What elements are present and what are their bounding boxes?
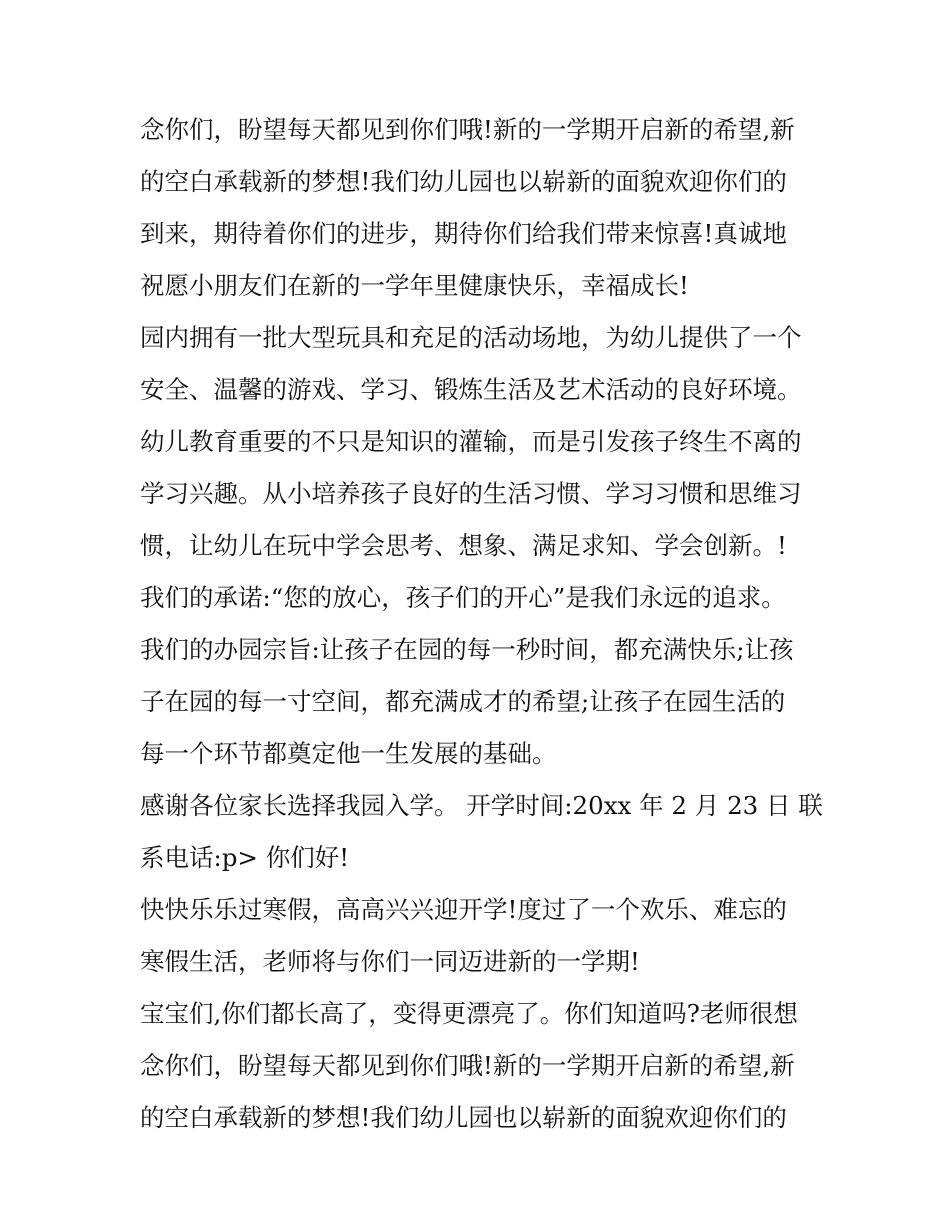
text-line: 惯，让幼儿在玩中学会思考、想象、满足求知、学会创新。! <box>140 531 787 560</box>
text-line: 宝宝们,你们都长高了，变得更漂亮了。你们知道吗?老师很想 <box>140 999 798 1028</box>
text-line: 每一个环节都奠定他一生发展的基础。 <box>140 739 557 768</box>
text-line: 寒假生活，老师将与你们一同迈进新的一学期! <box>140 947 640 976</box>
text-line: 幼儿教育重要的不只是知识的灌输，而是引发孩子终生不离的 <box>140 427 802 456</box>
text-line: 我们的承诺:“您的放心，孩子们的开心”是我们永远的追求。 <box>140 583 786 612</box>
text-line: 感谢各位家长选择我园入学。 开学时间:20xx 年 2 月 23 日 联 <box>140 791 823 820</box>
text-line: 系电话:p> 你们好! <box>140 843 350 872</box>
text-line: 的空白承载新的梦想!我们幼儿园也以崭新的面貌欢迎你们的 <box>140 1103 787 1132</box>
text-line: 园内拥有一批大型玩具和充足的活动场地，为幼儿提供了一个 <box>140 323 802 352</box>
document-body <box>140 104 823 1144</box>
text-line: 安全、温馨的游戏、学习、锻炼生活及艺术活动的良好环境。 <box>140 375 802 404</box>
text-line: 我们的办园宗旨:让孩子在园的每一秒时间，都充满快乐;让孩 <box>140 635 794 664</box>
text-line: 到来，期待着你们的进步，期待你们给我们带来惊喜!真诚地 <box>140 219 787 248</box>
text-line: 快快乐乐过寒假，高高兴兴迎开学!度过了一个欢乐、难忘的 <box>140 895 787 924</box>
text-line: 子在园的每一寸空间，都充满成才的希望;让孩子在园生活的 <box>140 687 786 716</box>
text-line: 祝愿小朋友们在新的一学年里健康快乐，幸福成长! <box>140 271 689 300</box>
text-line: 念你们，盼望每天都见到你们哦!新的一学期开启新的希望,新 <box>140 1051 795 1080</box>
text-line: 的空白承载新的梦想!我们幼儿园也以崭新的面貌欢迎你们的 <box>140 167 787 196</box>
text-line: 学习兴趣。从小培养孩子良好的生活习惯、学习习惯和思维习 <box>140 479 802 508</box>
text-line: 念你们，盼望每天都见到你们哦!新的一学期开启新的希望,新 <box>140 115 795 144</box>
